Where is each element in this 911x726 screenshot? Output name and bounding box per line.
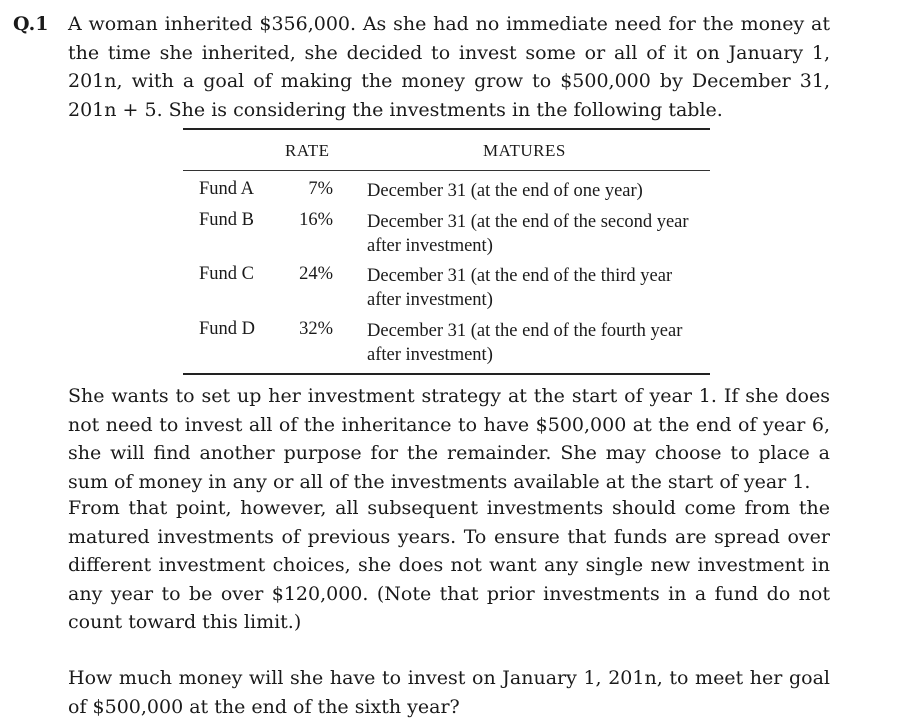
strategy-paragraph: She wants to set up her investment strategy at the start of year 1. If she does not need to invest all of the inheritance to have $500,000 at the end of year 6, she will find another purpose for the remainder. She may choose to place a sum of money in any or all of the investments available at the start of year 1. [68,385,830,493]
fund-name: Fund C [199,264,255,284]
investment-table [183,128,710,375]
question-intro-paragraph: A woman inherited $356,000. As she had no immediate need for the money at the time she inherited, she decided to invest some or all of it on January 1, 201n, with a goal of making the money grow to $500,000 by December 31, 201n + 5. She is considering the investments in the following table. [68,13,830,121]
table-body [183,171,710,373]
table-bottom-rule [183,373,710,375]
table-header-row [183,130,710,170]
fund-name: Fund D [199,319,256,339]
fund-rate: 16% [299,210,333,230]
constraint-paragraph: From that point, however, all subsequent investments should come from the matured investments of previous years. To ensure that funds are spread over different investment choices, she does not want any single new investment in any year to be over $120,000. (Note that prior investments in a fund do not count toward this limit.) [68,497,830,634]
fund-rate: 32% [299,319,333,339]
fund-rate: 7% [308,179,333,199]
fund-matures: December 31 (at the end of the fourth year after investment) [367,321,683,365]
header-rate: RATE [285,141,330,160]
fund-matures: December 31 (at the end of the third year after investment) [367,266,673,310]
fund-rate: 24% [299,264,333,284]
fund-name: Fund A [199,179,255,199]
fund-name: Fund B [199,210,255,230]
header-matures: MATURES [483,141,566,160]
fund-matures: December 31 (at the end of the second year after investment) [367,212,689,256]
question-ask-paragraph: How much money will she have to invest on January 1, 201n, to meet her goal of $500,000 at the end of the sixth year? [68,667,830,718]
question-number: Q.1 [13,13,49,35]
fund-matures: December 31 (at the end of one year) [367,181,643,201]
